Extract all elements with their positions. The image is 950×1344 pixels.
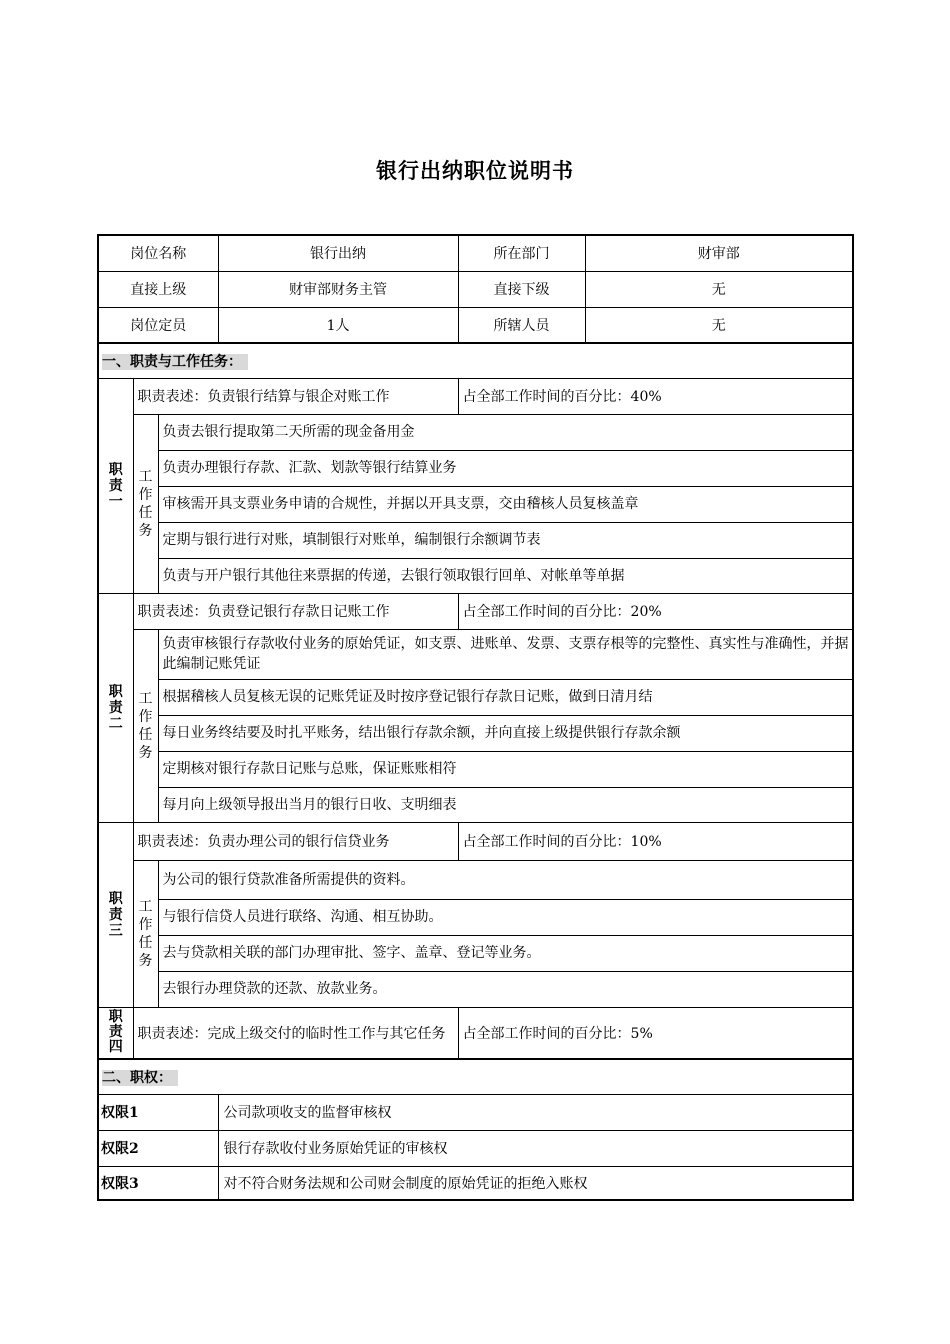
- authority-value: 对不符合财务法规和公司财会制度的原始凭证的拒绝入账权: [218, 1166, 853, 1200]
- duty-description: 职责表述：完成上级交付的临时性工作与其它任务: [133, 1007, 458, 1059]
- duty-percent: 占全部工作时间的百分比：40%: [458, 378, 853, 414]
- info-label: 所辖人员: [458, 307, 585, 343]
- info-label: 直接上级: [98, 271, 218, 307]
- duty-description: 职责表述：负责银行结算与银企对账工作: [133, 378, 458, 414]
- task-item: 负责办理银行存款、汇款、划款等银行结算业务: [158, 450, 853, 486]
- task-item: 去银行办理贷款的还款、放款业务。: [158, 971, 853, 1007]
- authority-value: 银行存款收付业务原始凭证的审核权: [218, 1130, 853, 1166]
- duty-header-row: [98, 593, 853, 629]
- work-task-label-cell: [133, 414, 158, 593]
- info-label: 所在部门: [458, 235, 585, 271]
- section-heading: [98, 343, 853, 378]
- duty-name: 职责三: [108, 890, 123, 939]
- work-task-label: 工作任务: [138, 468, 153, 539]
- info-label: 岗位名称: [98, 235, 218, 271]
- task-item: 负责审核银行存款收付业务的原始凭证，如支票、进账单、发票、支票存根等的完整性、真实性与准确性，并据此编制记账凭证: [158, 629, 853, 679]
- info-row: [98, 235, 853, 271]
- task-item: 每月向上级领导报出当月的银行日收、支明细表: [158, 787, 853, 822]
- duty-percent: 占全部工作时间的百分比：5%: [458, 1007, 853, 1059]
- info-value: 银行出纳: [218, 235, 458, 271]
- work-task-label: 工作任务: [138, 690, 153, 761]
- duty-name-cell: [98, 822, 133, 1007]
- duty-description: 职责表述：负责登记银行存款日记账工作: [133, 593, 458, 629]
- task-item: 根据稽核人员复核无误的记账凭证及时按序登记银行存款日记账，做到日清月结: [158, 679, 853, 715]
- authority-row: [98, 1166, 853, 1200]
- task-item: 与银行信贷人员进行联络、沟通、相互协助。: [158, 899, 853, 935]
- task-item: 负责去银行提取第二天所需的现金备用金: [158, 414, 853, 450]
- work-task-label-cell: [133, 629, 158, 822]
- duty-percent: 占全部工作时间的百分比：10%: [458, 822, 853, 860]
- page-title: 银行出纳职位说明书: [376, 159, 574, 183]
- authority-label: 权限3: [98, 1166, 218, 1200]
- authority-label: 权限1: [98, 1094, 218, 1130]
- duty-name-cell: [98, 1007, 133, 1059]
- section-heading: [98, 1059, 853, 1094]
- info-row: [98, 271, 853, 307]
- authority-row: [98, 1130, 853, 1166]
- info-label: 岗位定员: [98, 307, 218, 343]
- info-value: 财审部财务主管: [218, 271, 458, 307]
- duty-header-row: [98, 1007, 853, 1059]
- task-item: 每日业务终结要及时扎平账务，结出银行存款余额，并向直接上级提供银行存款余额: [158, 715, 853, 751]
- duty-percent: 占全部工作时间的百分比：20%: [458, 593, 853, 629]
- authority-value: 公司款项收支的监督审核权: [218, 1094, 853, 1130]
- task-item: 去与贷款相关联的部门办理审批、签字、盖章、登记等业务。: [158, 935, 853, 971]
- task-item: 负责与开户银行其他往来票据的传递，去银行领取银行回单、对帐单等单据: [158, 558, 853, 593]
- task-item: 定期核对银行存款日记账与总账，保证账账相符: [158, 751, 853, 787]
- duty-name-cell: [98, 378, 133, 593]
- task-item: 定期与银行进行对账，填制银行对账单，编制银行余额调节表: [158, 522, 853, 558]
- duty-description: 职责表述：负责办理公司的银行信贷业务: [133, 822, 458, 860]
- work-task-label-cell: [133, 860, 158, 1007]
- duty-name: 职责一: [108, 461, 123, 510]
- section-title-responsibilities: 一、职责与工作任务：: [102, 354, 248, 370]
- authority-label: 权限2: [98, 1130, 218, 1166]
- info-value: 1人: [218, 307, 458, 343]
- job-description-table: [97, 234, 854, 1201]
- info-value: 无: [585, 307, 853, 343]
- info-value: 财审部: [585, 235, 853, 271]
- task-item: 为公司的银行贷款准备所需提供的资料。: [158, 860, 853, 899]
- task-item: 审核需开具支票业务申请的合规性，并据以开具支票，交由稽核人员复核盖章: [158, 486, 853, 522]
- info-value: 无: [585, 271, 853, 307]
- info-row: [98, 307, 853, 343]
- duty-name-cell: [98, 593, 133, 822]
- authority-row: [98, 1094, 853, 1130]
- work-task-label: 工作任务: [138, 898, 153, 969]
- duty-name: 职责二: [108, 683, 123, 732]
- info-label: 直接下级: [458, 271, 585, 307]
- duty-name: 职责四: [108, 1009, 123, 1056]
- duty-header-row: [98, 378, 853, 414]
- section-title-authority: 二、职权：: [102, 1070, 178, 1086]
- duty-header-row: [98, 822, 853, 860]
